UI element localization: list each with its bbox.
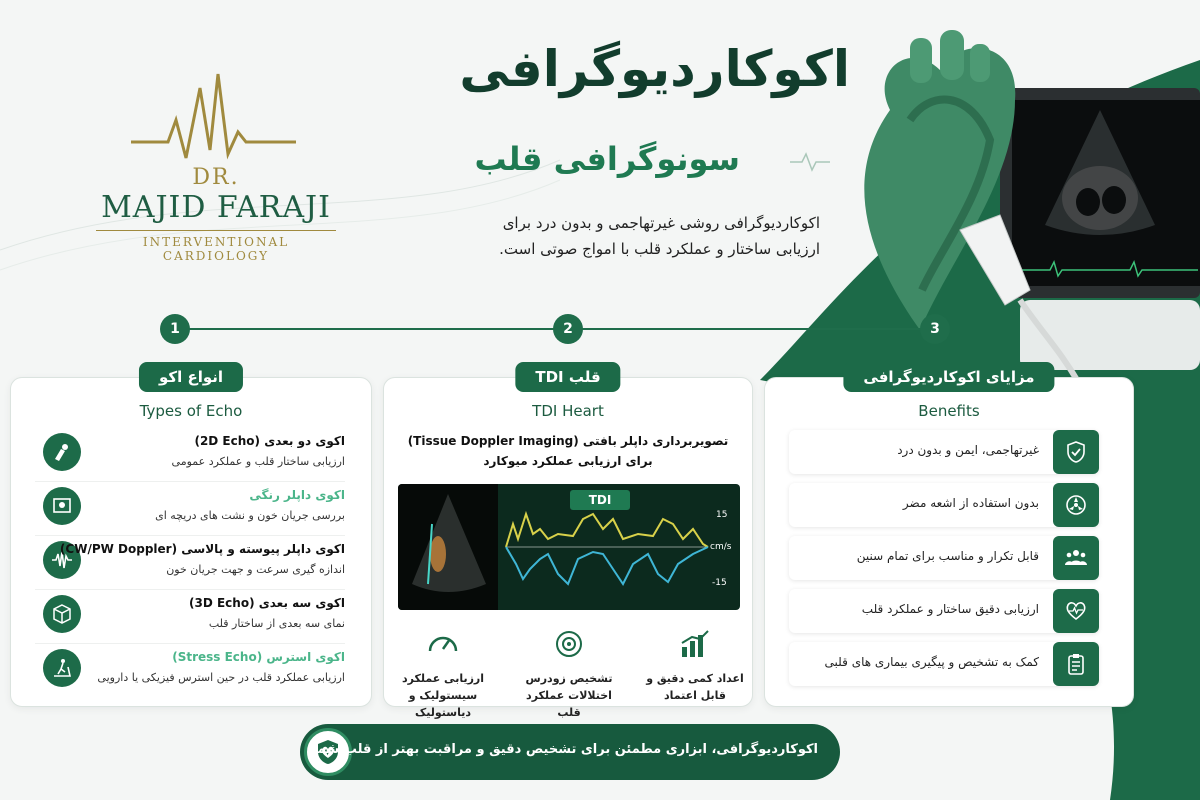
echo-monitor-icon — [830, 30, 1200, 390]
types-card-title: انواع اکو — [139, 362, 243, 392]
benefits-card — [764, 368, 1134, 707]
ecg-line-icon — [790, 150, 830, 174]
benefit-item: غیرتهاجمی، ایمن و بدون درد — [789, 430, 1099, 474]
page-title: اکوکاردیوگرافی — [459, 40, 850, 98]
logo — [96, 70, 336, 263]
list-item: اکوی داپلر پیوسته و پالاسی (CW/PW Doppler) اندازه گیری سرعت و جهت جریان خون — [35, 538, 345, 584]
bar-chart-icon — [675, 624, 715, 664]
step-3: 3 — [920, 314, 950, 344]
benefit-item: کمک به تشخیص و پیگیری بیماری های قلبی — [789, 642, 1099, 686]
list-item: اکوی سه بعدی (3D Echo) نمای سه بعدی از ساختار قلب — [35, 592, 345, 638]
tdi-description: تصویربرداری داپلر بافتی (Tissue Doppler Imaging) برای ارزیابی عملکرد میوکارد — [407, 434, 729, 468]
step-2: 2 — [553, 314, 583, 344]
tdi-feature: تشخیص زودرس اختلالات عملکرد قلب — [514, 624, 624, 721]
benefit-item: قابل تکرار و مناسب برای تمام سنین — [789, 536, 1099, 580]
gauge-icon — [423, 624, 463, 664]
tdi-card-subtitle: TDI Heart — [532, 402, 604, 420]
tdi-card — [383, 368, 753, 719]
intro-text: اکوکاردیوگرافی روشی غیرتهاجمی و بدون درد برای ارزیابی ساختار و عملکرد قلب با امواج صوتی است. — [499, 214, 820, 258]
benefits-card-subtitle: Benefits — [918, 402, 980, 420]
types-card — [10, 368, 372, 707]
logo-dr: DR. — [192, 165, 240, 190]
ecg-logo-icon — [96, 70, 336, 165]
people-icon — [1053, 536, 1099, 580]
no-radiation-icon — [1053, 483, 1099, 527]
heart-pulse-icon — [1053, 589, 1099, 633]
benefit-item: بدون استفاده از اشعه مضر — [789, 483, 1099, 527]
footer-text: اکوکاردیوگرافی، ابزاری مطمئن برای تشخیص دقیق و مراقبت بهتر از قلب شما — [312, 742, 818, 757]
echo-probe-icon — [43, 433, 81, 471]
step-1: 1 — [160, 314, 190, 344]
footer-banner — [300, 724, 840, 780]
shield-check-icon — [1053, 430, 1099, 474]
tdi-label: TDI — [570, 490, 630, 510]
logo-specialty: INTERVENTIONAL CARDIOLOGY — [96, 230, 336, 263]
tdi-image: TDI 15 cm/s -15 — [398, 484, 740, 610]
heart-echo-illustration — [830, 30, 1200, 390]
benefit-item: ارزیابی دقیق ساختار و عملکرد قلب — [789, 589, 1099, 633]
treadmill-icon — [43, 649, 81, 687]
list-item: اکوی استرس (Stress Echo) ارزیابی عملکرد قلب در حین استرس فیزیکی یا دارویی — [35, 646, 345, 692]
tdi-feature: اعداد کمی دقیق و قابل اعتماد — [640, 624, 750, 704]
tdi-feature: ارزیابی عملکرد سیستولیک و دیاستولیک — [388, 624, 498, 721]
list-item: اکوی داپلر رنگی بررسی جریان خون و نشت های دریچه ای — [35, 484, 345, 530]
target-icon — [549, 624, 589, 664]
logo-name: MAJID FARAJI — [101, 190, 331, 225]
cube-icon — [43, 595, 81, 633]
clipboard-icon — [1053, 642, 1099, 686]
list-item: اکوی دو بعدی (2D Echo) ارزیابی ساختار قلب و عملکرد عمومی — [35, 430, 345, 476]
color-doppler-icon — [43, 487, 81, 525]
types-card-subtitle: Types of Echo — [139, 402, 243, 420]
tdi-card-title: قلب TDI — [515, 362, 620, 392]
benefits-card-title: مزایای اکوکاردیوگرافی — [843, 362, 1054, 392]
page-subtitle: سونوگرافی قلب — [474, 140, 740, 178]
